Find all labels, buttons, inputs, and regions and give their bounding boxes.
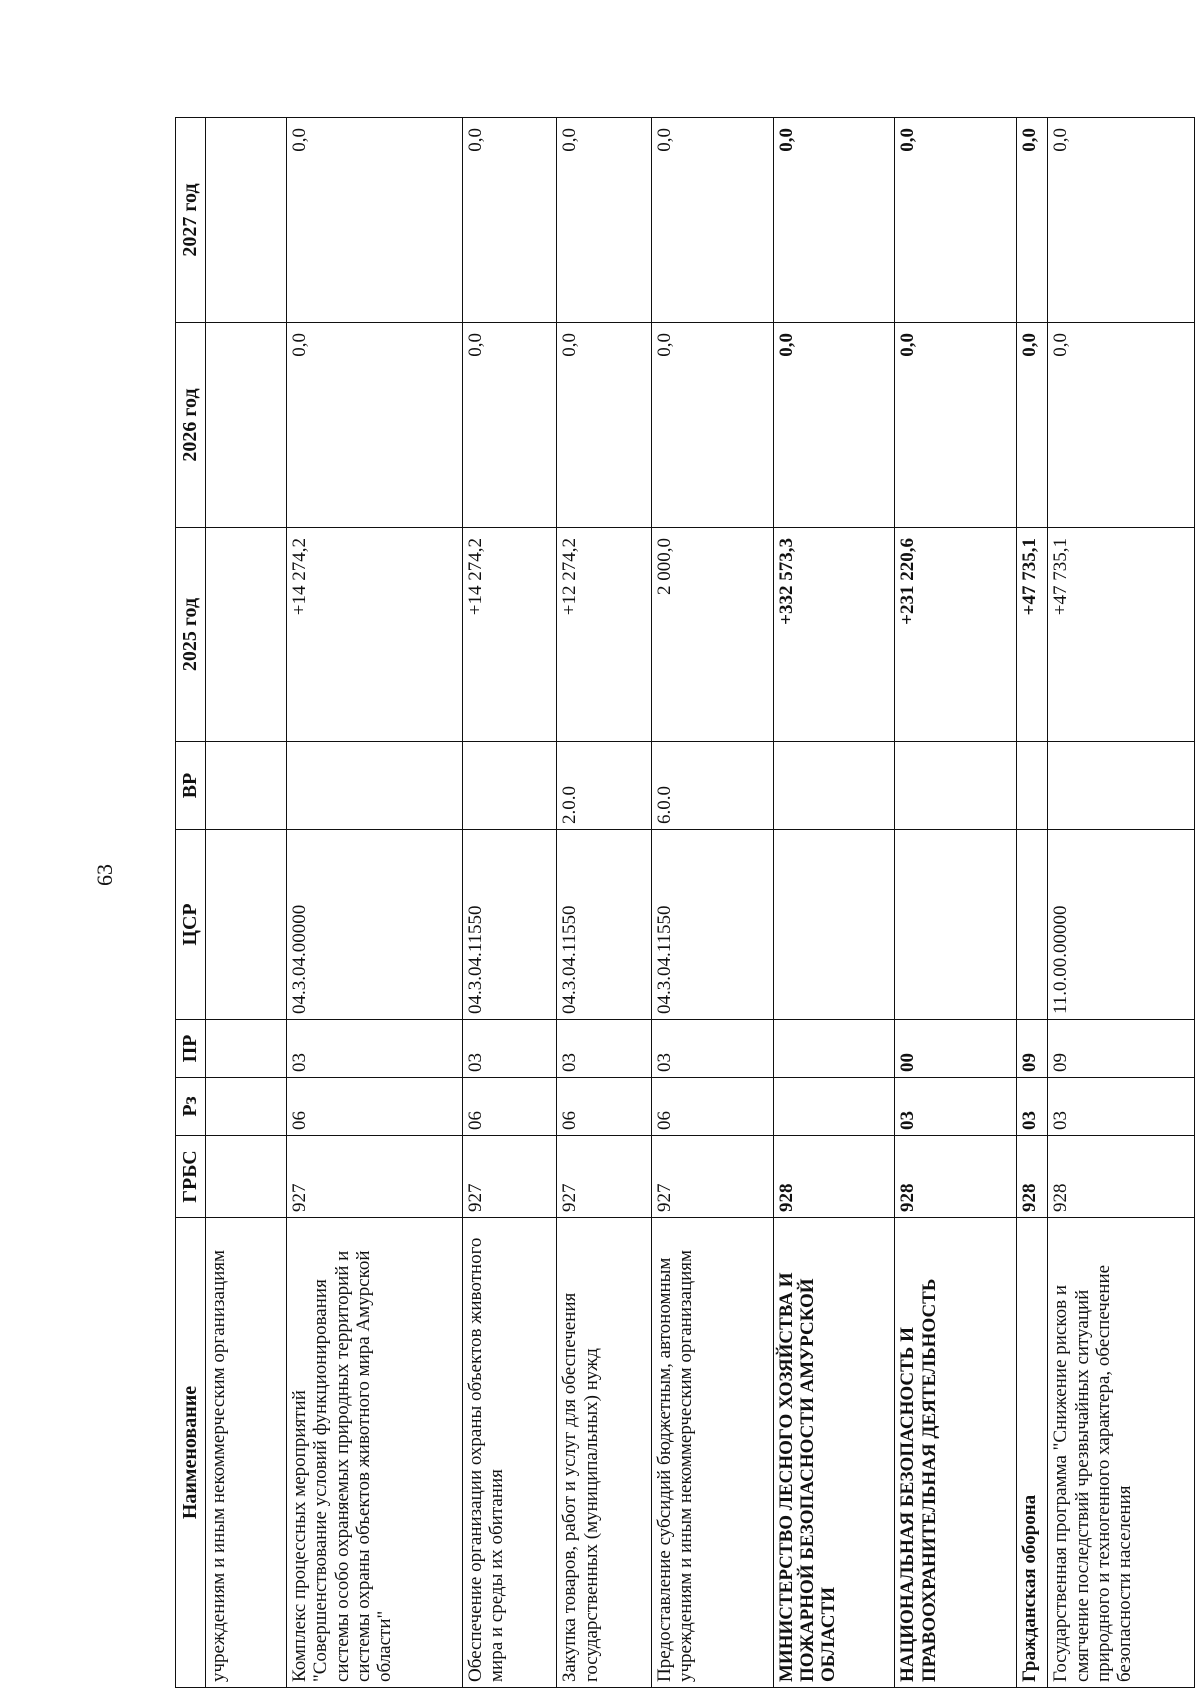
cell-2027: 0,0 <box>652 118 774 323</box>
cell-2025: +47 735,1 <box>1048 528 1195 742</box>
cell-name: НАЦИОНАЛЬНАЯ БЕЗОПАСНОСТЬ И ПРАВООХРАНИТЕЛЬНАЯ ДЕЯТЕЛЬНОСТЬ <box>895 1218 1017 1688</box>
cell-2027: 0,0 <box>773 118 895 323</box>
cell-grbs: 927 <box>652 1136 774 1218</box>
cell-csr: 11.0.00.00000 <box>1048 830 1195 1020</box>
header-vr: ВР <box>176 742 206 830</box>
cell-grbs: 928 <box>1048 1136 1195 1218</box>
cell-2027: 0,0 <box>1048 118 1195 323</box>
table-row <box>773 118 895 1688</box>
cell-2025: +14 274,2 <box>287 528 463 742</box>
cell-vr <box>1016 742 1048 830</box>
cell-2027: 0,0 <box>895 118 1017 323</box>
cell-csr <box>206 830 287 1020</box>
table-row <box>206 118 287 1688</box>
cell-vr <box>206 742 287 830</box>
header-pr: ПР <box>176 1020 206 1078</box>
cell-vr <box>287 742 463 830</box>
cell-2026: 0,0 <box>773 323 895 528</box>
cell-2026: 0,0 <box>652 323 774 528</box>
cell-name: Предоставление субсидий бюджетным, автономным учреждениям и иным некоммерческим организациям <box>652 1218 774 1688</box>
cell-pr: 03 <box>557 1020 652 1078</box>
page-number: 63 <box>92 864 117 886</box>
cell-2026 <box>206 323 287 528</box>
cell-pr: 09 <box>1016 1020 1048 1078</box>
cell-vr <box>895 742 1017 830</box>
cell-csr <box>1016 830 1048 1020</box>
cell-pr: 09 <box>1048 1020 1195 1078</box>
table-row <box>287 118 463 1688</box>
cell-2025: +231 220,6 <box>895 528 1017 742</box>
header-csr: ЦСР <box>176 830 206 1020</box>
rotated-table-wrapper <box>175 118 1195 1688</box>
cell-grbs <box>206 1136 287 1218</box>
cell-2027: 0,0 <box>557 118 652 323</box>
cell-2025: +14 274,2 <box>462 528 557 742</box>
cell-name: Комплекс процессных мероприятий "Совершенствование условий функционирования системы особо охраняемых природных территорий и системы охраны объектов животного мира Амурской области" <box>287 1218 463 1688</box>
cell-2025 <box>206 528 287 742</box>
header-grbs: ГРБС <box>176 1136 206 1218</box>
cell-2026: 0,0 <box>1048 323 1195 528</box>
table-row <box>1048 118 1195 1688</box>
cell-pr: 00 <box>895 1020 1017 1078</box>
cell-2025: +47 735,1 <box>1016 528 1048 742</box>
cell-2025: 2 000,0 <box>652 528 774 742</box>
cell-2025: +12 274,2 <box>557 528 652 742</box>
cell-rz: 06 <box>652 1078 774 1136</box>
cell-name: учреждениям и иным некоммерческим организациям <box>206 1218 287 1688</box>
cell-pr <box>773 1020 895 1078</box>
cell-pr: 03 <box>462 1020 557 1078</box>
cell-rz: 06 <box>557 1078 652 1136</box>
cell-rz <box>773 1078 895 1136</box>
cell-rz <box>206 1078 287 1136</box>
cell-vr <box>462 742 557 830</box>
cell-name: Обеспечение организации охраны объектов животного мира и среды их обитания <box>462 1218 557 1688</box>
header-2025: 2025 год <box>176 528 206 742</box>
cell-csr: 04.3.04.11550 <box>652 830 774 1020</box>
cell-name: МИНИСТЕРСТВО ЛЕСНОГО ХОЗЯЙСТВА И ПОЖАРНОЙ БЕЗОПАСНОСТИ АМУРСКОЙ ОБЛАСТИ <box>773 1218 895 1688</box>
cell-grbs: 927 <box>462 1136 557 1218</box>
table-header-row <box>176 118 206 1688</box>
header-rz: Рз <box>176 1078 206 1136</box>
cell-grbs: 927 <box>557 1136 652 1218</box>
cell-2026: 0,0 <box>557 323 652 528</box>
table-row <box>557 118 652 1688</box>
header-2026: 2026 год <box>176 323 206 528</box>
cell-2026: 0,0 <box>462 323 557 528</box>
cell-2026: 0,0 <box>895 323 1017 528</box>
table-row <box>462 118 557 1688</box>
cell-2027 <box>206 118 287 323</box>
cell-pr: 03 <box>652 1020 774 1078</box>
header-name: Наименование <box>176 1218 206 1688</box>
cell-2026: 0,0 <box>1016 323 1048 528</box>
cell-2027: 0,0 <box>462 118 557 323</box>
cell-rz: 06 <box>287 1078 463 1136</box>
cell-2026: 0,0 <box>287 323 463 528</box>
cell-2027: 0,0 <box>287 118 463 323</box>
cell-vr <box>1048 742 1195 830</box>
cell-rz: 03 <box>1016 1078 1048 1136</box>
table-row <box>1016 118 1048 1688</box>
cell-2025: +332 573,3 <box>773 528 895 742</box>
cell-grbs: 928 <box>1016 1136 1048 1218</box>
cell-rz: 03 <box>895 1078 1017 1136</box>
budget-table <box>175 117 1195 1688</box>
cell-csr: 04.3.04.11550 <box>462 830 557 1020</box>
cell-csr: 04.3.04.11550 <box>557 830 652 1020</box>
cell-vr <box>773 742 895 830</box>
cell-csr <box>895 830 1017 1020</box>
cell-vr: 2.0.0 <box>557 742 652 830</box>
cell-2027: 0,0 <box>1016 118 1048 323</box>
table-row <box>895 118 1017 1688</box>
cell-rz: 03 <box>1048 1078 1195 1136</box>
header-2027: 2027 год <box>176 118 206 323</box>
cell-name: Закупка товаров, работ и услуг для обеспечения государственных (муниципальных) нужд <box>557 1218 652 1688</box>
cell-pr: 03 <box>287 1020 463 1078</box>
cell-grbs: 928 <box>773 1136 895 1218</box>
cell-grbs: 928 <box>895 1136 1017 1218</box>
cell-vr: 6.0.0 <box>652 742 774 830</box>
cell-name: Государственная программа "Снижение рисков и смягчение последствий чрезвычайных ситуаций природного и техногенного характера, обеспечение безопасности населения <box>1048 1218 1195 1688</box>
cell-grbs: 927 <box>287 1136 463 1218</box>
cell-name: Гражданская оборона <box>1016 1218 1048 1688</box>
cell-rz: 06 <box>462 1078 557 1136</box>
table-row <box>652 118 774 1688</box>
cell-csr <box>773 830 895 1020</box>
cell-pr <box>206 1020 287 1078</box>
cell-csr: 04.3.04.00000 <box>287 830 463 1020</box>
